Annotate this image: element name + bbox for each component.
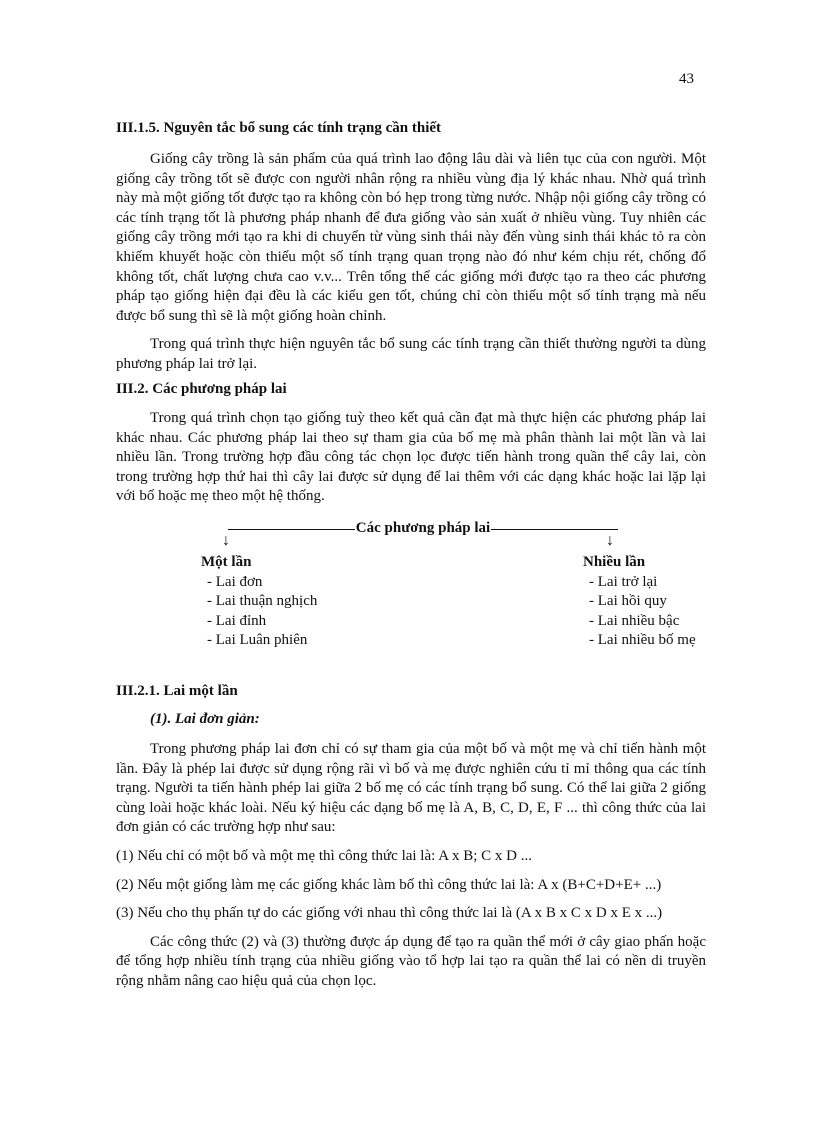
list-item: - Lai đơn bbox=[207, 573, 263, 590]
paragraph: Trong quá trình chọn tạo giống tuỳ theo kết quả cần đạt mà thực hiện các phương pháp lai khác nhau. Các phương pháp lai theo sự tham gia của bố mẹ mà phân thành lai một lần và lai nhiều lần. Trong trường hợp đầu công tác chọn lọc được tiến hành trong quần thể cây lai, còn trong trường hợp thứ hai thì cây lai được sử dụng để lai thêm với các dạng khác hoặc lai lặp lại với bố hoặc mẹ theo một hệ thống. bbox=[116, 410, 706, 505]
list-item: - Lai trở lại bbox=[589, 573, 658, 590]
diagram-title: Các phương pháp lai bbox=[355, 520, 491, 536]
diagram-left-head: Một lần bbox=[201, 554, 252, 570]
subheading-lai-don-gian: (1). Lai đơn giản: bbox=[150, 711, 260, 727]
diagram-title-line bbox=[228, 520, 618, 537]
list-item: - Lai hồi quy bbox=[589, 593, 667, 610]
list-item: - Lai đỉnh bbox=[207, 612, 267, 629]
page-number: 43 bbox=[679, 71, 694, 87]
formula-case-1: (1) Nếu chỉ có một bố và một mẹ thì công thức lai là: A x B; C x D ... bbox=[116, 847, 532, 864]
down-arrow-icon: ↓ bbox=[606, 532, 614, 549]
list-item: - Lai thuận nghịch bbox=[207, 593, 318, 610]
down-arrow-icon: ↓ bbox=[222, 532, 230, 549]
diagram-right-column bbox=[583, 553, 696, 651]
list-item: - Lai Luân phiên bbox=[207, 632, 308, 649]
section-heading-1-5: III.1.5. Nguyên tắc bổ sung các tính trạng cần thiết bbox=[116, 120, 442, 136]
section-heading-2-1: III.2.1. Lai một lần bbox=[116, 683, 238, 699]
section-2-1-body bbox=[116, 740, 706, 992]
paragraph: Trong quá trình thực hiện nguyên tắc bổ sung các tính trạng cần thiết thường người ta dùng phương pháp lai trở lại. bbox=[116, 336, 706, 372]
list-item: - Lai nhiều bậc bbox=[589, 612, 680, 629]
formula-case-3: (3) Nếu cho thụ phấn tự do các giống với nhau thì công thức lai là (A x B x C x D x E x ...) bbox=[116, 905, 663, 922]
section-2-body bbox=[116, 409, 706, 507]
diagram-right-head: Nhiều lần bbox=[583, 554, 646, 570]
diagram-rule-left bbox=[228, 529, 355, 530]
section-heading-2: III.2. Các phương pháp lai bbox=[116, 381, 287, 397]
paragraph: Các công thức (2) và (3) thường được áp dụng để tạo ra quần thể mới ở cây giao phấn hoặc để tổng hợp nhiều tính trạng của nhiều giống vào tổ hợp lai tạo ra quần thể lai có nền di truyền rộng nhằm nâng cao hiệu quả của chọn lọc. bbox=[116, 933, 706, 989]
list-item: - Lai nhiều bố mẹ bbox=[589, 632, 696, 649]
paragraph: Giống cây trồng là sản phẩm của quá trình lao động lâu dài và liên tục của con người. Một giống cây trồng tốt sẽ được con người nhân rộng ra nhiều vùng địa lý khác nhau. Nhờ quá trình này mà một giống tốt được tạo ra không còn bó hẹp trong từng nước. Nhập nội giống cây trồng có các tính trạng tốt là phương pháp nhanh để đưa giống vào sản xuất ở nhiều vùng. Tuy nhiên các giống cây trồng mới tạo ra khi di chuyển từ vùng sinh thái này đến vùng sinh thái khác tỏ ra còn khiếm khuyết hoặc còn thiếu một số tính trạng quan trọng nào đó như kém chịu rét, chống đổ không tốt, chất lượng chưa cao v.v... Trên tổng thể các giống mới được tạo ra theo các phương pháp tạo giống hiện đại đều là các kiểu gen tốt, chúng chỉ còn thiếu một số tính trạng mà nếu được bổ sung thì sẽ là một giống hoàn chỉnh. bbox=[116, 151, 706, 324]
diagram-left-column bbox=[201, 553, 317, 651]
section-1-5-body bbox=[116, 150, 706, 375]
paragraph: Trong phương pháp lai đơn chỉ có sự tham gia của một bố và một mẹ và chỉ tiến hành một lần. Đây là phép lai được sử dụng rộng rãi vì bố và mẹ được nghiên cứu tỉ mỉ thông qua các tính trạng. Người ta tiến hành phép lai giữa 2 bố mẹ có các tính trạng bổ sung. Có thể lai giữa 2 giống cùng loài hoặc khác loài. Nếu ký hiệu các dạng bố mẹ là A, B, C, D, E, F ... thì công thức của lai đơn giản có các trường hợp như sau: bbox=[116, 741, 706, 836]
formula-case-2: (2) Nếu một giống làm mẹ các giống khác làm bố thì công thức lai là: A x (B+C+D+E+ ...) bbox=[116, 876, 662, 893]
diagram-rule-right bbox=[491, 529, 618, 530]
